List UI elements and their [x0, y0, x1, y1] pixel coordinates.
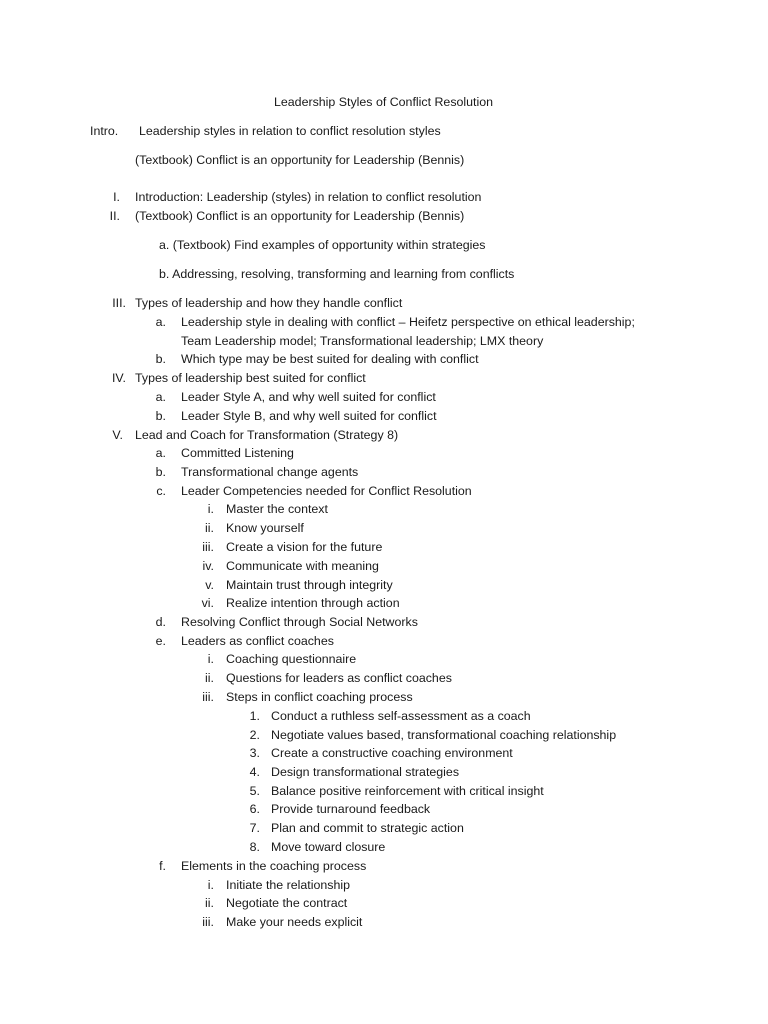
outline-marker: c.	[156, 484, 166, 498]
outline-marker: iii.	[202, 540, 214, 554]
outline-marker: 3.	[249, 746, 260, 760]
outline-step: Negotiate values based, transformational coaching relationship	[271, 728, 617, 742]
outline-subitem: Leader Style A, and why well suited for conflict	[181, 390, 436, 404]
outline-marker: 6.	[249, 802, 260, 816]
outline-marker: II.	[109, 209, 120, 223]
outline-subsubitem: Communicate with meaning	[226, 559, 379, 573]
outline-subitem: Elements in the coaching process	[181, 859, 367, 873]
outline-marker: III.	[112, 296, 126, 310]
outline-item: Introduction: Leadership (styles) in relation to conflict resolution	[135, 190, 482, 204]
outline-marker: a.	[155, 390, 166, 404]
outline-marker: 2.	[249, 728, 260, 742]
outline-marker: IV.	[111, 371, 126, 385]
outline-subsubitem: Coaching questionnaire	[226, 652, 357, 666]
outline-marker: a.	[155, 315, 166, 329]
outline-subsubitem: Maintain trust through integrity	[226, 578, 393, 592]
outline-marker: 4.	[249, 765, 260, 779]
outline-step: Balance positive reinforcement with critical insight	[271, 784, 544, 798]
outline-step: Move toward closure	[271, 840, 386, 854]
outline-marker: ii.	[205, 896, 214, 910]
outline-item: Types of leadership best suited for conflict	[135, 371, 366, 385]
outline-marker: b.	[155, 409, 166, 423]
outline-subitem: Leader Style B, and why well suited for conflict	[181, 409, 437, 423]
outline-marker: e.	[155, 634, 166, 648]
outline-subitem: Resolving Conflict through Social Networks	[181, 615, 418, 629]
outline-subsubitem: Initiate the relationship	[226, 878, 350, 892]
outline-step: Create a constructive coaching environment	[271, 746, 513, 760]
outline-marker: b.	[155, 352, 166, 366]
outline-subsubitem: Master the context	[226, 502, 328, 516]
outline-marker: 5.	[249, 784, 260, 798]
outline-subsubitem: Questions for leaders as conflict coaches	[226, 671, 452, 685]
outline-step: Plan and commit to strategic action	[271, 821, 464, 835]
outline-step: Conduct a ruthless self-assessment as a coach	[271, 709, 531, 723]
outline-marker: i.	[207, 878, 214, 892]
outline-subsubitem: Make your needs explicit	[226, 915, 363, 929]
outline-marker: 7.	[249, 821, 260, 835]
outline-subitem: Leaders as conflict coaches	[181, 634, 334, 648]
outline-subsubitem: Steps in conflict coaching process	[226, 690, 413, 704]
outline-item: (Textbook) Conflict is an opportunity for Leadership (Bennis)	[135, 209, 465, 223]
outline-marker: 1.	[249, 709, 260, 723]
outline-marker: i.	[207, 652, 214, 666]
intro-line: Leadership styles in relation to conflict resolution styles	[139, 124, 441, 138]
intro-label: Intro.	[90, 124, 119, 138]
outline-subitem: Committed Listening	[181, 446, 294, 460]
outline-marker: d.	[155, 615, 166, 629]
outline-marker: f.	[159, 859, 166, 873]
page-title: Leadership Styles of Conflict Resolution	[274, 95, 494, 109]
outline-step: Provide turnaround feedback	[271, 802, 431, 816]
intro-line: (Textbook) Conflict is an opportunity for Leadership (Bennis)	[135, 153, 465, 167]
outline-subitem: Transformational change agents	[181, 465, 359, 479]
outline-marker: a.	[155, 446, 166, 460]
outline-subsubitem: Negotiate the contract	[226, 896, 348, 910]
outline-subsubitem: Realize intention through action	[226, 596, 400, 610]
outline-marker: I.	[113, 190, 120, 204]
outline-subitem: Team Leadership model; Transformational leadership; LMX theory	[181, 334, 544, 348]
outline-item: Types of leadership and how they handle conflict	[135, 296, 403, 310]
outline-marker: iv.	[202, 559, 214, 573]
outline-subitem: Which type may be best suited for dealing with conflict	[181, 352, 479, 366]
outline-marker: i.	[207, 502, 214, 516]
outline-subsubitem: Know yourself	[226, 521, 304, 535]
outline-marker: iii.	[202, 915, 214, 929]
outline-marker: v.	[205, 578, 214, 592]
outline-subitem: Leader Competencies needed for Conflict Resolution	[181, 484, 472, 498]
outline-marker: iii.	[202, 690, 214, 704]
outline-marker: ii.	[205, 671, 214, 685]
outline-marker: ii.	[205, 521, 214, 535]
outline-step: Design transformational strategies	[271, 765, 460, 779]
outline-subitem: b. Addressing, resolving, transforming and learning from conflicts	[159, 267, 515, 281]
outline-marker: 8.	[249, 840, 260, 854]
outline-subitem: Leadership style in dealing with conflict – Heifetz perspective on ethical leadership;	[181, 315, 635, 329]
outline-item: Lead and Coach for Transformation (Strategy 8)	[135, 428, 399, 442]
outline-marker: b.	[155, 465, 166, 479]
outline-subitem: a. (Textbook) Find examples of opportunity within strategies	[159, 238, 486, 252]
outline-marker: V.	[112, 428, 123, 442]
outline-subsubitem: Create a vision for the future	[226, 540, 383, 554]
outline-marker: vi.	[201, 596, 214, 610]
